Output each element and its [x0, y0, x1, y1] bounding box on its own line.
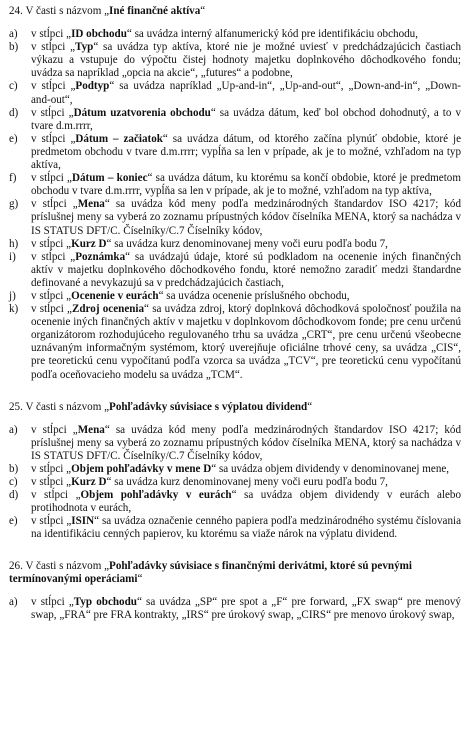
- item-text: v stĺpci „Objem pohľadávky v eurách“ sa uvádza objem dividendy v eurách alebo protihodnota v eurách,: [31, 489, 461, 515]
- item-text: v stĺpci „Dátum – koniec“ sa uvádza dátum, ku ktorému sa končí obdobie, ktoré je predmetom obchodu v tvare d.m.rrrr, vypĺňa sa len v prípade, ak je to možné, vzhľadom na typ aktíva,: [31, 172, 461, 198]
- item-text: v stĺpci „Kurz D“ sa uvádza kurz denominovanej meny voči euru podľa bodu 7,: [31, 476, 388, 489]
- list-item: [9, 303, 461, 382]
- section-heading: 24. V časti s názvom „Iné finančné aktíva“: [9, 5, 206, 17]
- section-26: [9, 560, 461, 622]
- item-letter: c): [9, 80, 18, 93]
- list-item: [9, 489, 461, 515]
- item-text: v stĺpci „Zdroj ocenenia“ sa uvádza zdroj, ktorý doplnková dôchodková spoločnosť použila na ocenenie iných finančných aktív v majetku v doplnkovom dôchodkovom fonde; pre cenu určenú organizátorom rozhodujúceho regulovaného trhu sa uvádza „CRT“, pre cenu určenú všeobecne uznávaným informačným systémom, ktorý uverejňuje oficiálne trhové ceny, sa uvádza „CIS“, pre teoretickú cenu vypočítanú podľa vzorca sa uvádza „TCV“, pre teoretickú cenu vypočítanú podľa oceňovacieho modelu sa uvádza „TCM“.: [31, 303, 461, 381]
- list-item: [9, 290, 461, 303]
- list-item: [9, 133, 461, 172]
- item-text: v stĺpci „Mena“ sa uvádza kód meny podľa medzinárodných štandardov ISO 4217; kód príslušnej meny sa vyberá zo zoznamu prípustných kódov číselníka MENA, ktorý sa nachádza v IS STATUS DFT/C. Číselníky/C.7 Číselníky kódov,: [31, 423, 461, 462]
- item-letter: f): [9, 172, 17, 185]
- item-letter: a): [9, 28, 18, 41]
- item-text: v stĺpci „Kurz D“ sa uvádza kurz denominovanej meny voči euru podľa bodu 7,: [31, 237, 388, 250]
- list-item: [9, 80, 461, 106]
- item-letter: h): [9, 237, 19, 250]
- list-item: [9, 107, 461, 133]
- section-spacer: [9, 542, 461, 560]
- item-letter: a): [9, 595, 18, 608]
- item-letter: a): [9, 423, 18, 436]
- list-item: [9, 515, 461, 541]
- section-spacer: [9, 382, 461, 401]
- item-letter: b): [9, 463, 19, 475]
- item-text: v stĺpci „Dátum uzatvorenia obchodu“ sa uvádza dátum, keď bol obchod dohodnutý, a to v tvare d.m.rrrr,: [31, 106, 461, 132]
- list-item: [9, 476, 461, 489]
- list-item: [9, 41, 461, 80]
- item-text: v stĺpci „Dátum – začiatok“ sa uvádza dátum, od ktorého začína plynúť obdobie, ktoré je predmetom obchodu v tvare d.m.rrrr; vypĺňa sa len v prípade, ak je to možné, vzhľadom na typ aktíva,: [31, 132, 461, 172]
- section-24: [9, 5, 461, 382]
- item-text: v stĺpci „Podtyp“ sa uvádza napríklad „Up-and-in“, „Up-and-out“, „Down-and-in“, „Down-and-out“,: [31, 80, 461, 106]
- item-letter: g): [9, 198, 19, 211]
- item-text: v stĺpci „Ocenenie v eurách“ sa uvádza ocenenie príslušného obchodu,: [31, 289, 350, 302]
- item-text: v stĺpci „ISIN“ sa uvádza označenie cenného papiera podľa medzinárodného systému číslovania na identifikáciu cenných papierov, ku ktorému sa viaže nárok na výplatu dividend.: [31, 515, 461, 541]
- list-item: [9, 198, 461, 237]
- section-heading: 25. V časti s názvom „Pohľadávky súvisiace s výplatou dividend“: [9, 400, 313, 413]
- list-item: [9, 424, 461, 463]
- item-letter: j): [9, 289, 16, 302]
- item-text: v stĺpci „ID obchodu“ sa uvádza interný alfanumerický kód pre identifikáciu obchodu,: [31, 28, 418, 41]
- item-list: [9, 28, 461, 382]
- list-item: [9, 28, 461, 41]
- list-item: [9, 463, 461, 476]
- section-25: [9, 401, 461, 542]
- item-list: [9, 596, 461, 622]
- item-text: v stĺpci „Typ“ sa uvádza typ aktíva, ktoré nie je možné uviesť v predchádzajúcich častiach výkazu a vstupuje do výpočtu čistej hodnoty majetku doplnkového dôchodkového fondu; uvádza sa napríklad „opcia na akcie“, „futures“ a podobne,: [31, 41, 462, 80]
- item-letter: d): [9, 106, 19, 119]
- item-letter: b): [9, 41, 19, 54]
- item-text: v stĺpci „Typ obchodu“ sa uvádza „SP“ pre spot a „F“ pre forward, „FX swap“ pre menový swap, „FRA“ pre FRA kontrakty, „IRS“ pre úrokový swap, „CIRS“ pre menovo úrokový swap,: [31, 595, 461, 621]
- item-text: v stĺpci „Poznámka“ sa uvádzajú údaje, ktoré sú podkladom na ocenenie iných finančných aktív v majetku doplnkového dôchodkového fondu, ktoré nemožno zaradiť medzi štandardne definované a nevykazujú sa v predchádzajúcich častiach,: [31, 250, 461, 289]
- item-letter: c): [9, 476, 18, 489]
- item-list: [9, 424, 461, 542]
- item-text: v stĺpci „Objem pohľadávky v mene D“ sa uvádza objem dividendy v denominovanej mene,: [31, 463, 450, 475]
- item-letter: e): [9, 132, 18, 145]
- item-text: v stĺpci „Mena“ sa uvádza kód meny podľa medzinárodných štandardov ISO 4217; kód príslušnej meny sa vyberá zo zoznamu prípustných kódov číselníka MENA, ktorý sa nachádza v IS STATUS DFT/C. Číselníky/C.7 Číselníky kódov,: [31, 198, 461, 237]
- section-heading: 26. V časti s názvom „Pohľadávky súvisiace s finančnými derivátmi, ktoré sú pevnými termínovanými operáciami“: [9, 559, 412, 585]
- item-letter: k): [9, 303, 19, 316]
- list-item: [9, 238, 461, 251]
- item-letter: d): [9, 489, 19, 502]
- item-letter: e): [9, 515, 18, 528]
- item-letter: i): [9, 250, 16, 263]
- list-item: [9, 596, 461, 622]
- list-item: [9, 251, 461, 290]
- list-item: [9, 172, 461, 198]
